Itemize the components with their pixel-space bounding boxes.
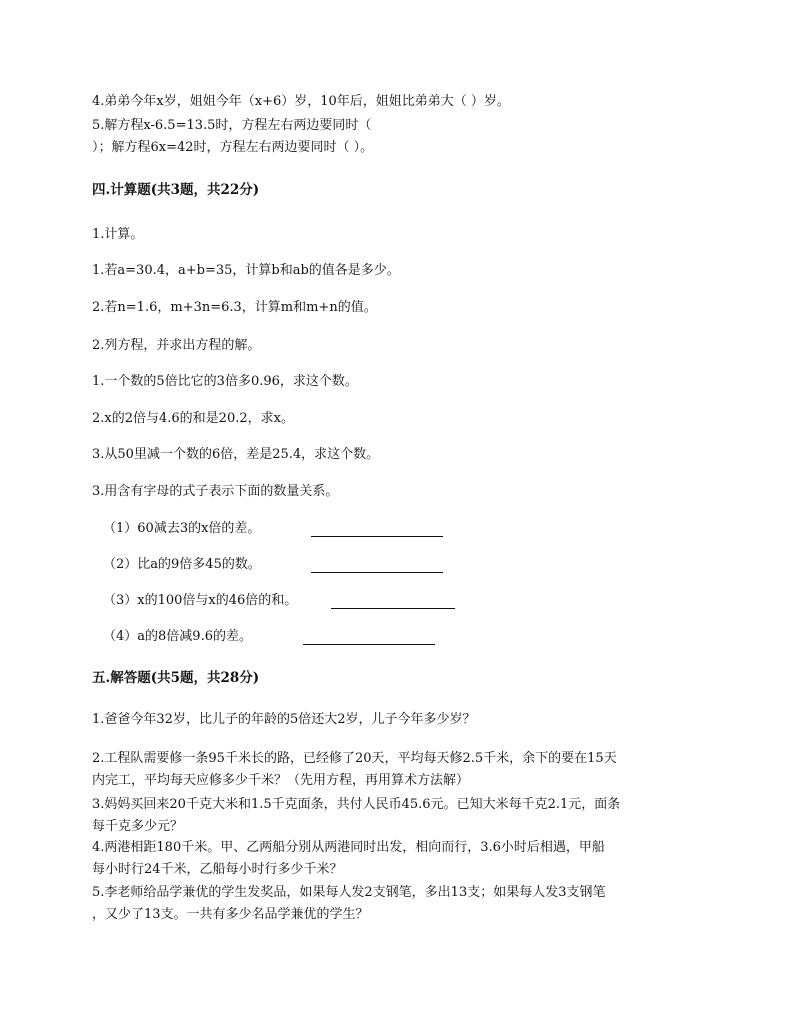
calc-question-1-title: 1.计算。 xyxy=(92,227,144,242)
expression-item-4: （4）a的8倍减9.6的差。 xyxy=(103,629,252,644)
calc-question-2-sub2: 2.x的2倍与4.6的和是20.2，求x。 xyxy=(92,411,294,426)
calc-question-2-sub3: 3.从50里减一个数的6倍，差是25.4，求这个数。 xyxy=(92,447,380,462)
word-problem-3-line2: 每千克多少元？ xyxy=(92,819,184,834)
answer-blank-1 xyxy=(311,536,443,537)
calc-question-3-title: 3.用含有字母的式子表示下面的数量关系。 xyxy=(92,484,339,499)
section-4-heading: 四.计算题(共3题，共22分) xyxy=(92,182,260,198)
expression-item-3: （3）x的100倍与x的46倍的和。 xyxy=(103,593,298,608)
answer-blank-2 xyxy=(311,572,443,573)
word-problem-5-line2: ，又少了13支。一共有多少名品学兼优的学生？ xyxy=(92,907,369,922)
expression-item-2: （2）比a的9倍多45的数。 xyxy=(103,557,261,572)
fill-blank-question-4: 4.弟弟今年x岁，姐姐今年（x+6）岁，10年后，姐姐比弟弟大（ ）岁。 xyxy=(92,94,510,109)
word-problem-2-line1: 2.工程队需要修一条95千米长的路，已经修了20天，平均每天修2.5千米，余下的要在15天 xyxy=(92,751,617,766)
answer-blank-3 xyxy=(331,608,455,609)
word-problem-5-line1: 5.李老师给品学兼优的学生发奖品，如果每人发2支钢笔，多出13支；如果每人发3支钢笔 xyxy=(92,885,606,900)
calc-question-2-sub1: 1.一个数的5倍比它的3倍多0.96，求这个数。 xyxy=(92,374,358,389)
word-problem-4-line2: 每小时行24千米，乙船每小时行多少千米？ xyxy=(92,862,343,877)
answer-blank-4 xyxy=(303,644,435,645)
fill-blank-question-5-line2: ）；解方程6x=42时，方程左右两边要同时（ ）。 xyxy=(92,140,374,155)
word-problem-1: 1.爸爸今年32岁，比儿子的年龄的5倍还大2岁，儿子今年多少岁？ xyxy=(92,712,476,727)
expression-item-1: （1）60减去3的x倍的差。 xyxy=(103,521,261,536)
word-problem-4-line1: 4.两港相距180千米。甲、乙两船分别从两港同时出发，相向而行，3.6小时后相遇，甲船 xyxy=(92,840,605,855)
word-problem-3-line1: 3.妈妈买回来20千克大米和1.5千克面条，共付人民币45.6元。已知大米每千克2.1元，面条 xyxy=(92,797,621,812)
calc-question-2-title: 2.列方程，并求出方程的解。 xyxy=(92,338,261,353)
calc-question-1-sub1: 1.若a=30.4，a+b=35，计算b和ab的值各是多少。 xyxy=(92,263,400,278)
section-5-heading: 五.解答题(共5题，共28分) xyxy=(92,670,260,686)
word-problem-2-line2: 内完工，平均每天应修多少千米？（先用方程，再用算术方法解） xyxy=(92,773,470,788)
calc-question-1-sub2: 2.若n=1.6，m+3n=6.3，计算m和m+n的值。 xyxy=(92,300,377,315)
fill-blank-question-5-line1: 5.解方程x-6.5=13.5时，方程左右两边要同时（ xyxy=(92,118,372,133)
